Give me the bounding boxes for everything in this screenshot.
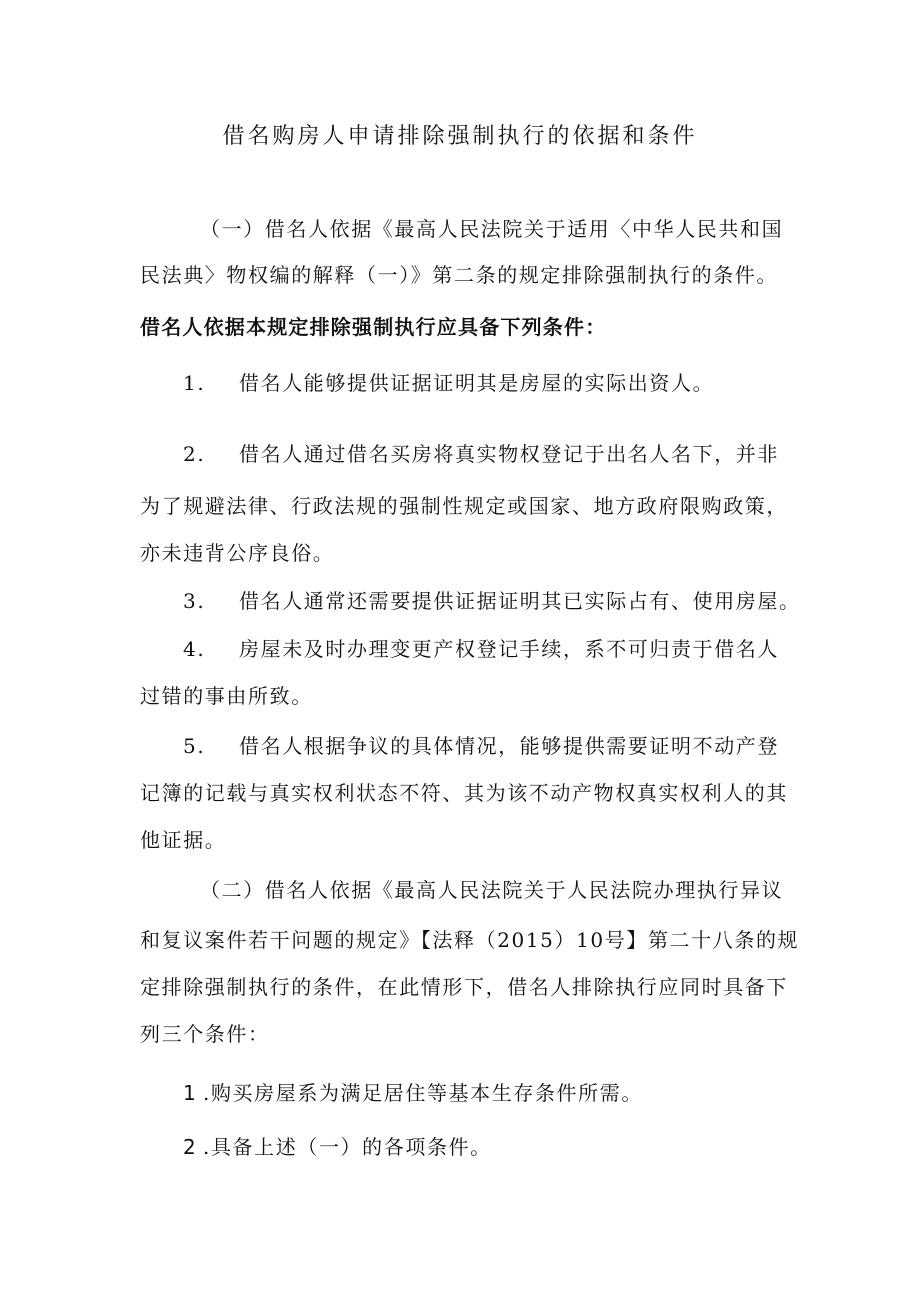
section2-intro-line-1: （二）借名人依据《最高人民法院关于人民法院办理执行异议 — [200, 878, 784, 902]
item-number: 3. — [183, 589, 206, 613]
item-number: 4. — [183, 637, 206, 661]
item-number: 2. — [183, 442, 206, 466]
section1-item-2-line-3: 亦未违背公序良俗。 — [140, 541, 335, 565]
item-text: 借名人通过借名买房将真实物权登记于出名人名下，并非 — [239, 442, 779, 466]
section2-intro-line-4: 列三个条件： — [140, 1022, 270, 1046]
section1-item-5-line-3: 他证据。 — [140, 828, 227, 852]
section2-intro-line-2: 和复议案件若干问题的规定》【法释（2015）10号】第二十八条的规 — [140, 928, 800, 952]
section1-item-3 — [183, 588, 801, 614]
item-text: .具备上述（一）的各项条件。 — [203, 1135, 492, 1159]
page-title: 借名购房人申请排除强制执行的依据和条件 — [222, 124, 698, 149]
section2-item-1 — [183, 1080, 643, 1106]
item-number: 1. — [183, 371, 206, 395]
item-number: 5. — [183, 734, 206, 758]
section1-item-5-line-2: 记簿的记载与真实权利状态不符、其为该不动产物权真实权利人的其 — [140, 781, 788, 805]
item-text: .购买房屋系为满足居住等基本生存条件所需。 — [203, 1081, 643, 1105]
item-text: 房屋未及时办理变更产权登记手续，系不可归责于借名人 — [239, 637, 779, 661]
section1-item-2 — [183, 441, 779, 467]
section1-item-1 — [183, 370, 714, 396]
item-text: 借名人通常还需要提供证据证明其已实际占有、使用房屋。 — [239, 589, 801, 613]
section1-item-2-line-2: 为了规避法律、行政法规的强制性规定或国家、地方政府限购政策， — [140, 494, 788, 518]
item-number: 2 — [183, 1135, 198, 1159]
section1-item-4-line-2: 过错的事由所致。 — [140, 684, 313, 708]
section2-item-2 — [183, 1134, 492, 1160]
section1-item-4 — [183, 636, 779, 662]
section1-intro-line-2: 民法典〉物权编的解释（一）》第二条的规定排除强制执行的条件。 — [140, 263, 778, 287]
section1-item-5 — [183, 733, 779, 759]
section1-intro-line-3: 借名人依据本规定排除强制执行应具备下列条件： — [140, 315, 607, 339]
item-number: 1 — [183, 1081, 198, 1105]
section1-intro-line-1: （一）借名人依据《最高人民法院关于适用〈中华人民共和国 — [200, 217, 784, 241]
item-text: 借名人根据争议的具体情况，能够提供需要证明不动产登 — [239, 734, 779, 758]
item-text: 借名人能够提供证据证明其是房屋的实际出资人。 — [239, 371, 715, 395]
section2-intro-line-3: 定排除强制执行的条件，在此情形下，借名人排除执行应同时具备下 — [140, 975, 788, 999]
